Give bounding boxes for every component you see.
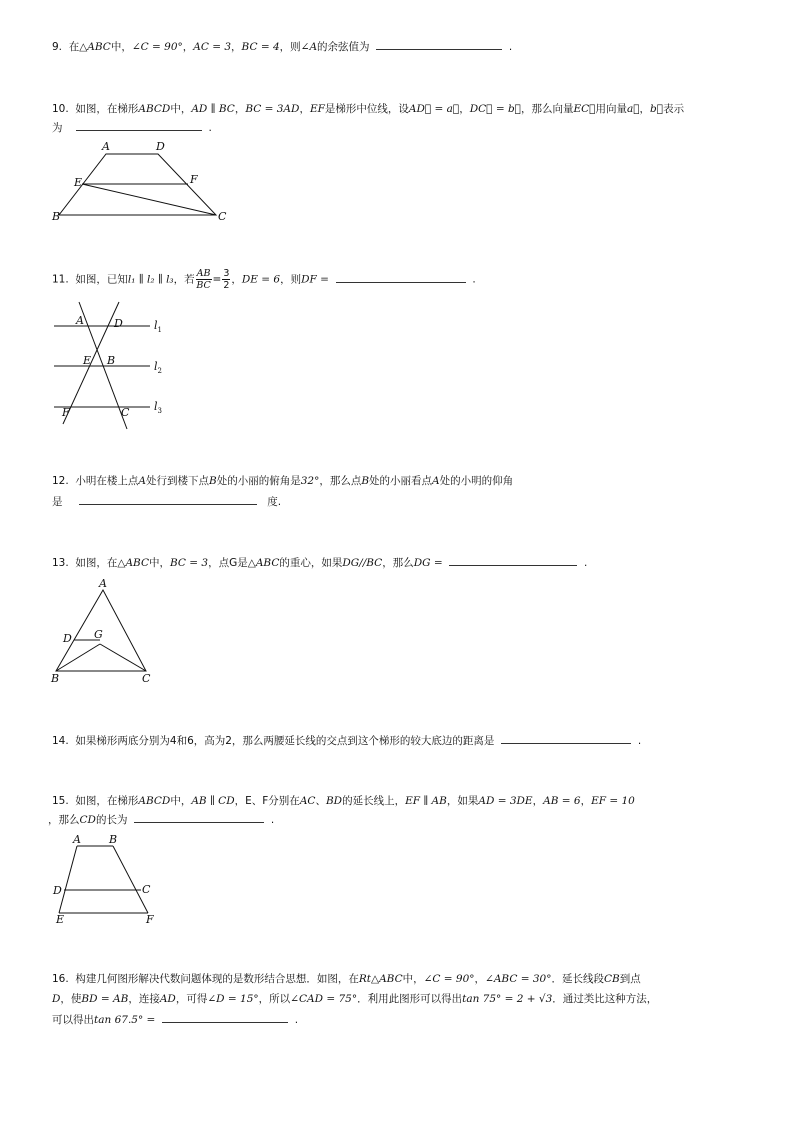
q14-text: 14. 如果梯形两底分别为4和6，高为2，那么两腰延长线的交点到这个梯形的较大底边的距离是 . bbox=[52, 732, 641, 749]
q11-label-d: D bbox=[114, 317, 123, 330]
q11-label-l3: $l_3$ bbox=[154, 400, 162, 415]
q16-answer-blank[interactable] bbox=[162, 1011, 288, 1023]
q15-text-line2: ，那么CD的长为 . bbox=[48, 811, 274, 828]
q15-answer-blank[interactable] bbox=[134, 811, 264, 823]
q10-trapezoid-figure bbox=[50, 138, 240, 228]
q13-label-b: B bbox=[51, 672, 60, 685]
q15-side-bf bbox=[113, 846, 148, 913]
q13-label-c: C bbox=[142, 672, 151, 685]
q10-segment-ec bbox=[82, 184, 216, 215]
q11-label-l2: $l_2$ bbox=[154, 360, 162, 375]
q15-label-f: F bbox=[146, 913, 154, 926]
q11-text: 11. 如图，已知l₁ ∥ l₂ ∥ l₃，若 $\frac{AB}{BC}$ = $\frac{3}{2}$ ，DE = 6，则DF = . bbox=[52, 268, 476, 291]
q15-side-ae bbox=[59, 846, 77, 913]
q11-fraction-3-2: $\frac{3}{2}$ bbox=[223, 268, 230, 291]
q10-label-d: D bbox=[156, 140, 165, 153]
q12-answer-blank[interactable] bbox=[79, 493, 257, 505]
q16-text: 16. 构建几何图形解决代数问题体现的是数形结合思想．如图，在Rt△ABC中，∠C = 90°，∠ABC = 30°．延长线段CB到点 bbox=[52, 973, 641, 985]
q15-label-a: A bbox=[73, 833, 81, 846]
q15-label-e: E bbox=[56, 913, 65, 926]
q15-label-d: D bbox=[53, 884, 62, 897]
q13-text: 13. 如图，在△ABC中，BC = 3，点G是△ABC的重心，如果DG//BC，那么DG = . bbox=[52, 554, 587, 571]
q14-answer-blank[interactable] bbox=[501, 732, 631, 744]
q10-label-b: B bbox=[52, 210, 61, 223]
q11-parallel-lines-figure bbox=[50, 298, 180, 433]
q13-label-d: D bbox=[63, 632, 72, 645]
q16-text-line2: D，使BD = AB，连接AD，可得∠D = 15°，所以∠CAD = 75°．利用此图形可以得出tan 75° = 2 + √3．通过类比这种方法， bbox=[52, 993, 658, 1005]
q12-text-line2: 是 度. bbox=[52, 493, 281, 510]
q11-label-l1: $l_1$ bbox=[154, 319, 162, 334]
q9-answer-blank[interactable] bbox=[376, 38, 502, 50]
q11-label-c: C bbox=[121, 406, 130, 419]
q11-label-a: A bbox=[76, 314, 84, 327]
q15-label-c: C bbox=[142, 883, 151, 896]
q9-text: 9. 在△ABC中，∠C = 90°，AC = 3，BC = 4，则∠A的余弦值为 . bbox=[52, 38, 512, 55]
q12-text: 12. 小明在楼上点A处行到楼下点B处的小丽的俯角是32°，那么点B处的小丽看点A处的小明的仰角 bbox=[52, 475, 514, 487]
q10-label-e: E bbox=[74, 176, 83, 189]
q11-answer-blank[interactable] bbox=[336, 271, 466, 283]
q11-label-b: B bbox=[107, 354, 116, 367]
q15-text: 15. 如图，在梯形ABCD中，AB ∥ CD，E、F分别在AC、BD的延长线上，EF ∥ AB，如果AD = 3DE，AB = 6，EF = 10 bbox=[52, 795, 635, 807]
q13-label-a: A bbox=[99, 577, 107, 590]
q13-segment-bg bbox=[56, 644, 100, 671]
q15-label-b: B bbox=[109, 833, 118, 846]
q10-answer-blank[interactable] bbox=[76, 119, 202, 131]
q10-label-c: C bbox=[218, 210, 227, 223]
q10-text-line2: 为 . bbox=[52, 119, 212, 136]
q13-label-g: G bbox=[94, 628, 103, 641]
q13-triangle-figure bbox=[48, 576, 158, 686]
q10-label-f: F bbox=[190, 173, 198, 186]
q11-label-f: F bbox=[62, 406, 70, 419]
q11-fraction-ab-bc: $\frac{AB}{BC}$ bbox=[196, 268, 211, 291]
q15-trapezoid-figure bbox=[50, 832, 165, 924]
q13-answer-blank[interactable] bbox=[449, 554, 577, 566]
q16-text-line3: 可以得出tan 67.5° = . bbox=[52, 1011, 298, 1028]
q10-text: 10. 如图，在梯形ABCD中，AD ∥ BC，BC = 3AD，EF是梯形中位线，设AD⃗ = a⃗，DC⃗ = b⃗，那么向量EC⃗用向量a⃗，b⃗表示 bbox=[52, 103, 685, 115]
q10-label-a: A bbox=[102, 140, 110, 153]
q11-label-e: E bbox=[83, 354, 92, 367]
